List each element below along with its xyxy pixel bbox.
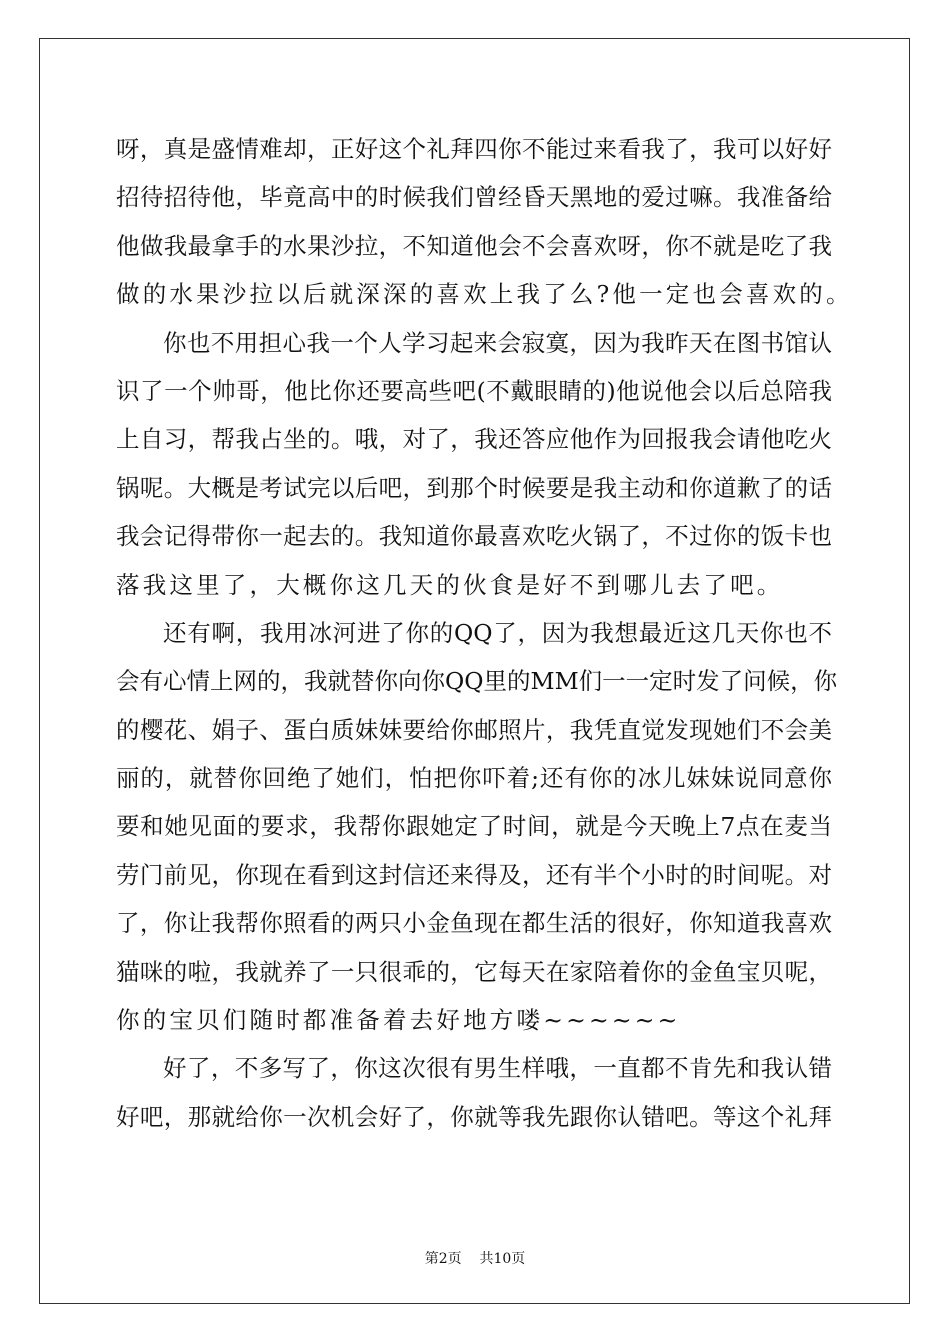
text-line: 了，你让我帮你照看的两只小金鱼现在都生活的很好，你知道我喜欢 [116,909,832,938]
text-line: 落我这里了，大概你这几天的伙食是好不到哪儿去了吧。 [116,570,784,599]
text-line: 呀，真是盛情难却，正好这个礼拜四你不能过来看我了，我可以好好 [116,135,832,163]
text-line: 你的宝贝们随时都准备着去好地方喽~~~~~~ [116,1006,681,1035]
letter-body [116,128,853,1144]
text-line: 还有啊，我用冰河进了你的QQ了，因为我想最近这几天你也不 [163,618,832,647]
text-line: 好吧，那就给你一次机会好了，你就等我先跟你认错吧。等这个礼拜 [116,1102,832,1131]
text-line: 他做我最拿手的水果沙拉，不知道他会不会喜欢呀，你不就是吃了我 [116,231,832,260]
text-line: 招待招待他，毕竟高中的时候我们曾经昏天黑地的爱过嘛。我准备给 [116,183,832,212]
text-line: 识了一个帅哥，他比你还要高些吧(不戴眼睛的)他说他会以后总陪我 [116,376,832,405]
page-number-footer: 第2页 共10页 [424,1251,526,1267]
text-line: 锅呢。大概是考试完以后吧，到那个时候要是我主动和你道歉了的话 [116,473,832,502]
text-line: 丽的，就替你回绝了她们，怕把你吓着;还有你的冰儿妹妹说同意你 [116,764,832,793]
text-line: 我会记得带你一起去的。我知道你最喜欢吃火锅了，不过你的饭卡也 [116,522,832,551]
text-line: 上自习，帮我占坐的。哦，对了，我还答应他作为回报我会请他吃火 [116,425,832,454]
text-line: 猫咪的啦，我就养了一只很乖的，它每天在家陪着你的金鱼宝贝呢， [116,957,832,986]
text-line: 好了，不多写了，你这次很有男生样哦，一直都不肯先和我认错 [163,1054,832,1083]
text-line: 要和她见面的要求，我帮你跟她定了时间，就是今天晚上7点在麦当 [116,812,832,841]
text-line: 会有心情上网的，我就替你向你QQ里的MM们一一定时发了问候，你 [116,667,838,696]
text-line: 做的水果沙拉以后就深深的喜欢上我了么?他一定也会喜欢的。 [116,280,853,309]
text-line: 的樱花、娟子、蛋白质妹妹要给你邮照片，我凭直觉发现她们不会美 [116,715,832,744]
text-line: 你也不用担心我一个人学习起来会寂寞，因为我昨天在图书馆认 [163,328,832,357]
text-line: 劳门前见，你现在看到这封信还来得及，还有半个小时的时间呢。对 [116,860,832,889]
